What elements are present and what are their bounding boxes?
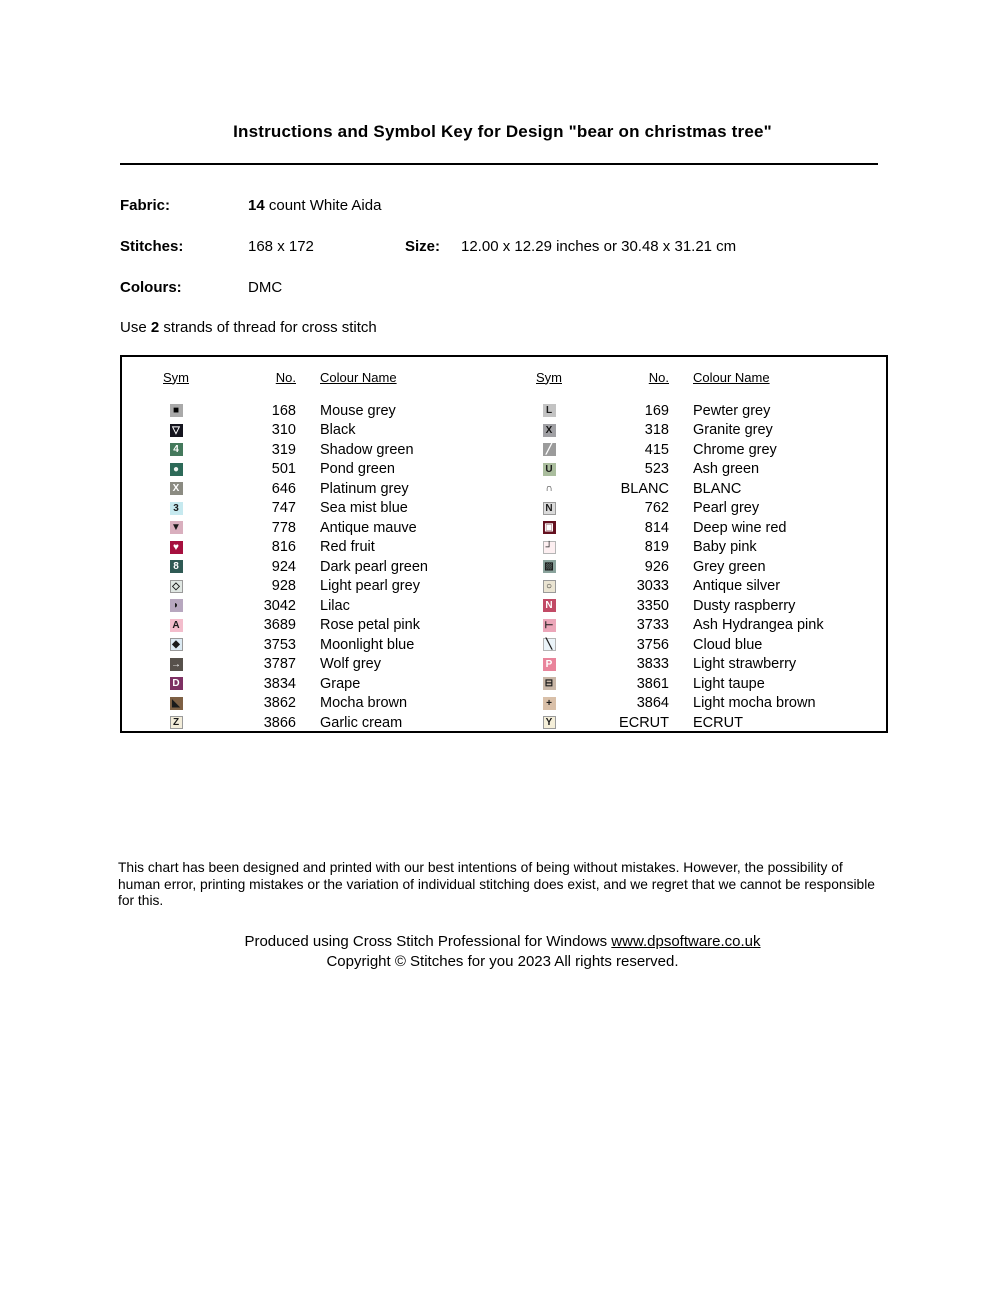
colour-name: Cloud blue bbox=[693, 636, 763, 653]
symbol-cell bbox=[535, 560, 563, 573]
size-label: Size: bbox=[405, 238, 441, 255]
fabric-rest: count White Aida bbox=[264, 197, 382, 214]
colour-name: Antique silver bbox=[693, 578, 781, 595]
key-row bbox=[162, 460, 516, 480]
colour-name: Moonlight blue bbox=[320, 636, 415, 653]
colour-name: Deep wine red bbox=[693, 519, 787, 536]
key-row bbox=[162, 655, 516, 675]
colour-name: Dusty raspberry bbox=[693, 597, 796, 614]
title-divider bbox=[120, 163, 878, 165]
symbol-swatch: ◗ bbox=[170, 599, 183, 612]
key-row bbox=[162, 674, 516, 694]
fabric-label: Fabric: bbox=[120, 197, 171, 214]
thread-number: 924 bbox=[271, 558, 296, 575]
thread-number: 3787 bbox=[263, 656, 296, 673]
thread-number: 319 bbox=[271, 441, 296, 458]
thread-number: 3033 bbox=[636, 578, 669, 595]
key-row bbox=[162, 479, 516, 499]
key-row bbox=[535, 577, 889, 597]
symbol-cell bbox=[162, 521, 190, 534]
key-column-left bbox=[162, 366, 516, 733]
thread-number: 415 bbox=[644, 441, 669, 458]
key-column-right bbox=[535, 366, 889, 733]
symbol-swatch: 8 bbox=[170, 560, 183, 573]
thread-number: 3861 bbox=[636, 675, 669, 692]
colours-value: DMC bbox=[248, 279, 283, 296]
thread-number: 318 bbox=[644, 422, 669, 439]
software-link[interactable]: www.dpsoftware.co.uk bbox=[611, 933, 761, 950]
colour-name: Light mocha brown bbox=[693, 695, 816, 712]
symbol-swatch: 3 bbox=[170, 502, 183, 515]
colour-name: Pewter grey bbox=[693, 402, 771, 419]
colour-name: Antique mauve bbox=[320, 519, 417, 536]
key-rows-right bbox=[535, 401, 889, 733]
symbol-swatch: ▣ bbox=[544, 522, 554, 534]
colour-name: Light pearl grey bbox=[320, 578, 420, 595]
symbol-cell bbox=[162, 619, 190, 632]
symbol-cell bbox=[535, 677, 563, 690]
fabric-value bbox=[248, 197, 381, 214]
symbol-swatch: ○ bbox=[543, 580, 556, 593]
symbol-swatch: A bbox=[170, 619, 183, 632]
symbol-swatch: ⊟ bbox=[543, 677, 556, 690]
key-rows-left bbox=[162, 401, 516, 733]
symbol-swatch: ┘ bbox=[543, 541, 556, 554]
symbol-cell bbox=[162, 716, 190, 729]
symbol-cell bbox=[535, 443, 563, 456]
symbol-swatch: ● bbox=[170, 463, 183, 476]
key-row bbox=[162, 518, 516, 538]
symbol-swatch: + bbox=[543, 697, 556, 710]
symbol-swatch: ▽ bbox=[170, 424, 183, 437]
colour-name: Mouse grey bbox=[320, 402, 396, 419]
symbol-cell bbox=[535, 638, 563, 651]
thread-number: 814 bbox=[644, 519, 669, 536]
colour-name: Platinum grey bbox=[320, 480, 409, 497]
colour-name: Baby pink bbox=[693, 539, 757, 556]
thread-number: 3733 bbox=[636, 617, 669, 634]
key-row bbox=[535, 616, 889, 636]
symbol-swatch: ╲ bbox=[543, 638, 556, 651]
thread-number: 926 bbox=[644, 558, 669, 575]
header-colour-name: Colour Name bbox=[320, 369, 397, 385]
symbol-cell bbox=[162, 658, 190, 671]
colour-name: Ash green bbox=[693, 461, 760, 478]
disclaimer-text: This chart has been designed and printed with our best intentions of being without mistakes. However, the possibility of human error, printing mistakes or the variation of individual stitching does exist, and we regret that we cannot be responsible for this. bbox=[118, 860, 875, 908]
key-row bbox=[535, 421, 889, 441]
thread-number: 501 bbox=[271, 461, 296, 478]
fabric-row bbox=[120, 197, 381, 214]
strands-text: Use 2 strands of thread for cross stitch bbox=[120, 319, 377, 336]
key-row bbox=[162, 401, 516, 421]
symbol-swatch: N bbox=[543, 502, 556, 515]
thread-number: 3756 bbox=[636, 636, 669, 653]
symbol-cell bbox=[535, 404, 563, 417]
thread-number: 3042 bbox=[263, 597, 296, 614]
symbol-cell bbox=[162, 697, 190, 710]
symbol-cell bbox=[162, 463, 190, 476]
thread-number: 816 bbox=[271, 539, 296, 556]
thread-number: 168 bbox=[271, 402, 296, 419]
copyright-line: Copyright © Stitches for you 2023 All rights reserved. bbox=[326, 953, 679, 970]
symbol-cell bbox=[162, 424, 190, 437]
symbol-swatch: X bbox=[170, 482, 183, 495]
symbol-cell bbox=[535, 541, 563, 554]
key-header-left bbox=[162, 366, 516, 388]
symbol-cell bbox=[535, 658, 563, 671]
symbol-cell bbox=[535, 502, 563, 515]
thread-number: 3866 bbox=[263, 714, 296, 731]
symbol-cell bbox=[535, 521, 563, 534]
thread-number: 3689 bbox=[263, 617, 296, 634]
stitches-value: 168 x 172 bbox=[248, 238, 314, 255]
colour-name: Dark pearl green bbox=[320, 558, 428, 575]
thread-number: 3834 bbox=[263, 675, 296, 692]
colours-label: Colours: bbox=[120, 279, 182, 296]
symbol-swatch: P bbox=[543, 658, 556, 671]
key-row bbox=[162, 421, 516, 441]
symbol-swatch: Z bbox=[170, 716, 183, 729]
colour-name: Grey green bbox=[693, 558, 766, 575]
thread-number: BLANC bbox=[620, 480, 669, 497]
thread-number: 778 bbox=[271, 519, 296, 536]
key-row bbox=[535, 401, 889, 421]
symbol-cell bbox=[162, 599, 190, 612]
colour-name: Mocha brown bbox=[320, 695, 408, 712]
stitches-row bbox=[120, 238, 736, 255]
key-row bbox=[535, 499, 889, 519]
header-sym: Sym bbox=[163, 369, 189, 385]
colour-name: Light taupe bbox=[693, 675, 765, 692]
symbol-cell bbox=[162, 677, 190, 690]
colour-name: Ash Hydrangea pink bbox=[693, 617, 824, 634]
thread-number: 646 bbox=[271, 480, 296, 497]
symbol-cell bbox=[162, 502, 190, 515]
symbol-cell bbox=[162, 638, 190, 651]
symbol-swatch: ◣ bbox=[170, 697, 183, 710]
key-row bbox=[162, 440, 516, 460]
colour-name: Grape bbox=[320, 675, 361, 692]
header-sym: Sym bbox=[536, 369, 562, 385]
key-row bbox=[535, 596, 889, 616]
colour-name: ECRUT bbox=[693, 714, 743, 731]
colour-name: Pond green bbox=[320, 461, 395, 478]
thread-number: 310 bbox=[271, 422, 296, 439]
key-row bbox=[162, 577, 516, 597]
symbol-key-table bbox=[120, 355, 888, 733]
colour-name: Garlic cream bbox=[320, 714, 403, 731]
header-no: No. bbox=[275, 369, 296, 385]
colour-name: Granite grey bbox=[693, 422, 773, 439]
symbol-cell bbox=[535, 424, 563, 437]
symbol-swatch: 4 bbox=[170, 443, 183, 456]
page-title: Instructions and Symbol Key for Design "bear on christmas tree" bbox=[233, 122, 772, 141]
key-row bbox=[535, 694, 889, 714]
key-row bbox=[535, 635, 889, 655]
key-header-right bbox=[535, 366, 889, 388]
symbol-swatch: ◆ bbox=[170, 638, 183, 651]
thread-number: 762 bbox=[644, 500, 669, 517]
colour-name: Shadow green bbox=[320, 441, 414, 458]
thread-number: ECRUT bbox=[619, 714, 669, 731]
stitches-label: Stitches: bbox=[120, 238, 184, 255]
symbol-cell bbox=[162, 580, 190, 593]
symbol-cell bbox=[162, 443, 190, 456]
symbol-cell bbox=[162, 560, 190, 573]
symbol-swatch: ▨ bbox=[544, 561, 554, 573]
key-row bbox=[162, 635, 516, 655]
key-row bbox=[162, 596, 516, 616]
symbol-swatch: ∩ bbox=[545, 483, 553, 495]
fabric-count: 14 bbox=[248, 197, 265, 214]
colour-name: Black bbox=[320, 422, 356, 439]
colour-name: Red fruit bbox=[320, 539, 375, 556]
symbol-cell bbox=[162, 404, 190, 417]
symbol-swatch: → bbox=[171, 658, 181, 670]
symbol-cell bbox=[535, 580, 563, 593]
key-row bbox=[535, 655, 889, 675]
key-row bbox=[162, 713, 516, 733]
key-row bbox=[162, 538, 516, 558]
thread-number: 928 bbox=[271, 578, 296, 595]
symbol-cell bbox=[535, 697, 563, 710]
key-row bbox=[535, 713, 889, 733]
key-row bbox=[162, 557, 516, 577]
key-row bbox=[162, 616, 516, 636]
symbol-cell bbox=[162, 541, 190, 554]
symbol-swatch: ⊢ bbox=[543, 619, 556, 632]
thread-number: 3833 bbox=[636, 656, 669, 673]
colour-name: Rose petal pink bbox=[320, 617, 420, 634]
symbol-swatch: Y bbox=[543, 716, 556, 729]
colour-name: Pearl grey bbox=[693, 500, 760, 517]
symbol-swatch: U bbox=[543, 463, 556, 476]
strands-count: 2 bbox=[150, 319, 160, 336]
key-row bbox=[535, 440, 889, 460]
key-row bbox=[535, 557, 889, 577]
colour-name: Light strawberry bbox=[693, 656, 797, 673]
symbol-cell bbox=[162, 482, 190, 495]
thread-number: 3862 bbox=[263, 695, 296, 712]
symbol-cell bbox=[535, 482, 563, 495]
strands-note bbox=[120, 319, 377, 336]
produced-line bbox=[0, 933, 1005, 950]
symbol-cell bbox=[535, 619, 563, 632]
symbol-swatch: ■ bbox=[170, 404, 183, 417]
colour-name: Chrome grey bbox=[693, 441, 777, 458]
symbol-cell bbox=[535, 463, 563, 476]
symbol-swatch: X bbox=[543, 424, 556, 437]
symbol-swatch: N bbox=[543, 599, 556, 612]
thread-number: 3350 bbox=[636, 597, 669, 614]
key-row bbox=[162, 694, 516, 714]
colour-name: Wolf grey bbox=[320, 656, 381, 673]
thread-number: 3864 bbox=[636, 695, 669, 712]
key-row bbox=[535, 479, 889, 499]
symbol-swatch: D bbox=[170, 677, 183, 690]
key-row bbox=[535, 460, 889, 480]
symbol-swatch: ♥ bbox=[170, 541, 183, 554]
produced-text: Produced using Cross Stitch Professional for Windows bbox=[244, 933, 612, 950]
symbol-cell bbox=[535, 599, 563, 612]
symbol-swatch: ◇ bbox=[170, 580, 183, 593]
key-row bbox=[535, 674, 889, 694]
key-row bbox=[535, 538, 889, 558]
key-row bbox=[535, 518, 889, 538]
thread-number: 819 bbox=[644, 539, 669, 556]
header-colour-name: Colour Name bbox=[693, 369, 770, 385]
symbol-swatch: ▼ bbox=[171, 522, 181, 534]
colour-name: Sea mist blue bbox=[320, 500, 408, 517]
symbol-swatch: L bbox=[543, 404, 556, 417]
thread-number: 3753 bbox=[263, 636, 296, 653]
colour-name: Lilac bbox=[320, 597, 350, 614]
colours-row bbox=[120, 279, 282, 296]
symbol-swatch: ╱ bbox=[543, 443, 556, 456]
header-no: No. bbox=[648, 369, 669, 385]
symbol-cell bbox=[535, 716, 563, 729]
thread-number: 169 bbox=[644, 402, 669, 419]
thread-number: 747 bbox=[271, 500, 296, 517]
key-row bbox=[162, 499, 516, 519]
thread-number: 523 bbox=[644, 461, 669, 478]
size-value: 12.00 x 12.29 inches or 30.48 x 31.21 cm bbox=[461, 238, 737, 255]
colour-name: BLANC bbox=[693, 480, 742, 497]
